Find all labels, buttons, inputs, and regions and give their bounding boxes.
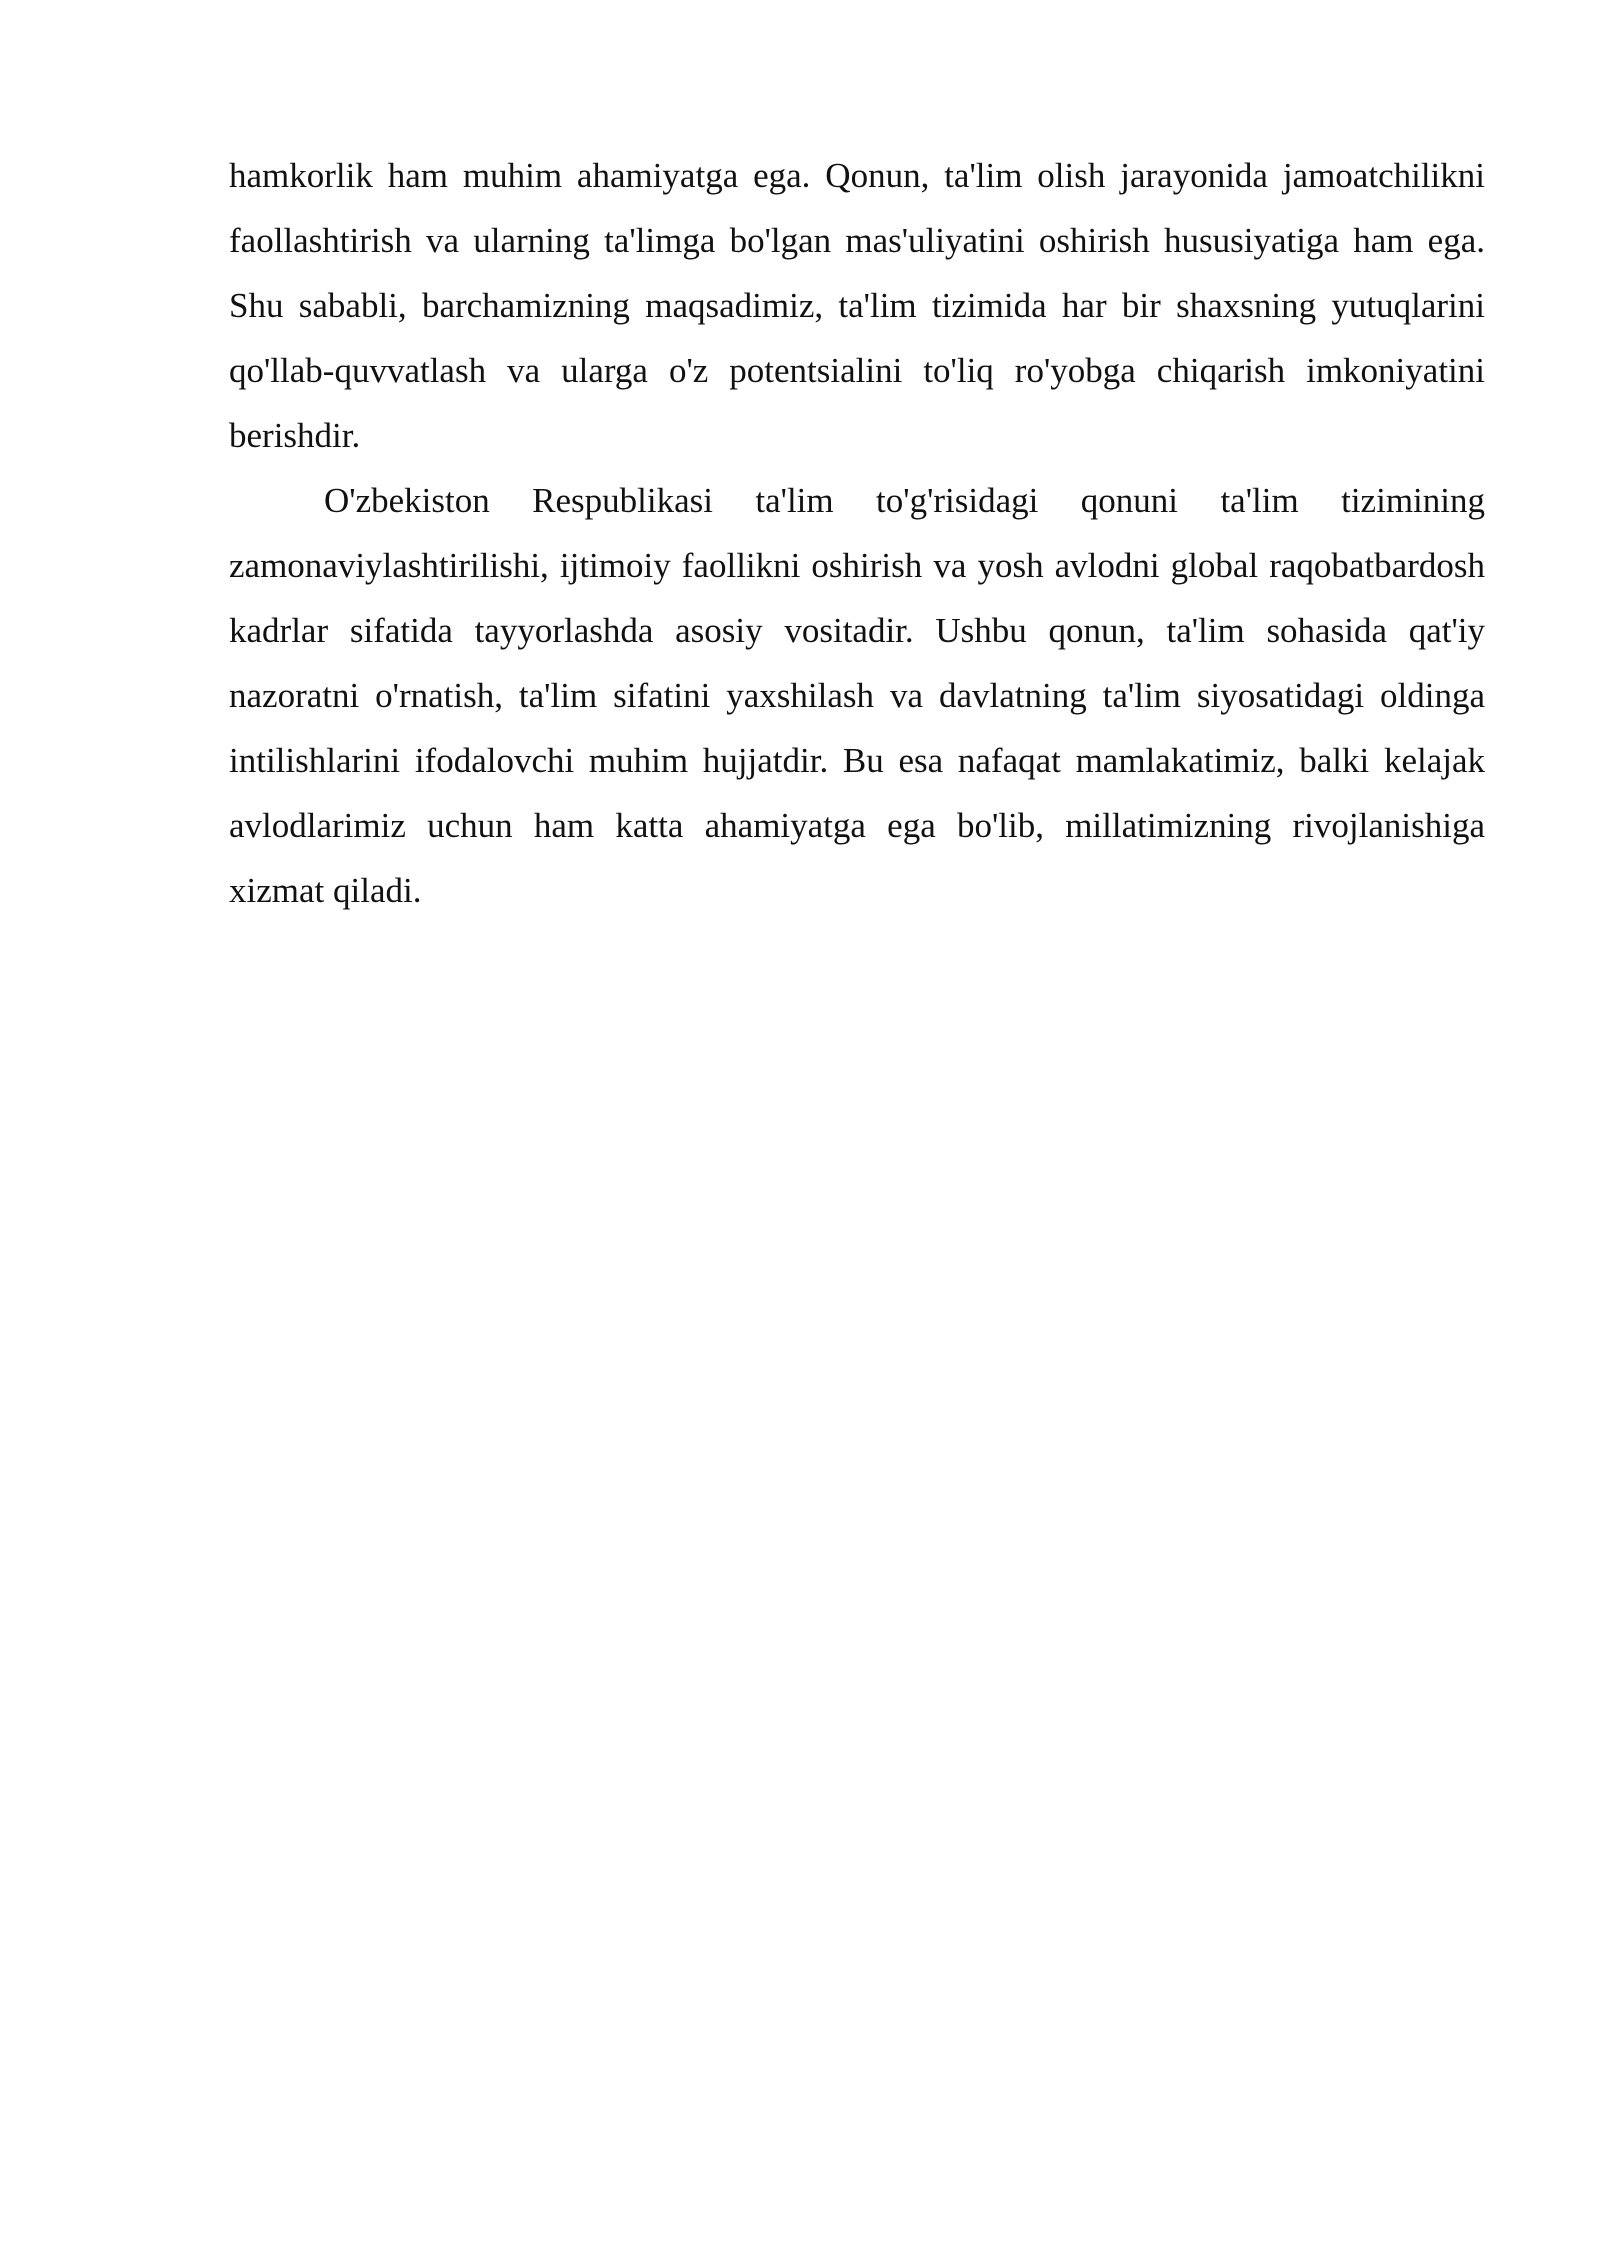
- document-body: [229, 143, 1485, 923]
- paragraph-2: O'zbekiston Respublikasi ta'lim to'g'risidagi qonuni ta'lim tizimining zamonaviylashtirilishi, ijtimoiy faollikni oshirish va yosh avlodni global raqobatbardosh kadrlar sifatida tayyorlashda asosiy vositadir. Ushbu qonun, ta'lim sohasida qat'iy nazoratni o'rnatish, ta'lim sifatini yaxshilash va davlatning ta'lim siyosatidagi oldinga intilishlarini ifodalovchi muhim hujjatdir. Bu esa nafaqat mamlakatimiz, balki kelajak avlodlarimiz uchun ham katta ahamiyatga ega bo'lib, millatimizning rivojlanishiga xizmat qiladi.: [229, 481, 1485, 910]
- paragraph-1: hamkorlik ham muhim ahamiyatga ega. Qonun, ta'lim olish jarayonida jamoatchilikni faollashtirish va ularning ta'limga bo'lgan mas'uliyatini oshirish hususiyatiga ham ega. Shu sababli, barchamizning maqsadimiz, ta'lim tizimida har bir shaxsning yutuqlarini qo'llab-quvvatlash va ularga o'z potentsialini to'liq ro'yobga chiqarish imkoniyatini berishdir.: [229, 156, 1485, 455]
